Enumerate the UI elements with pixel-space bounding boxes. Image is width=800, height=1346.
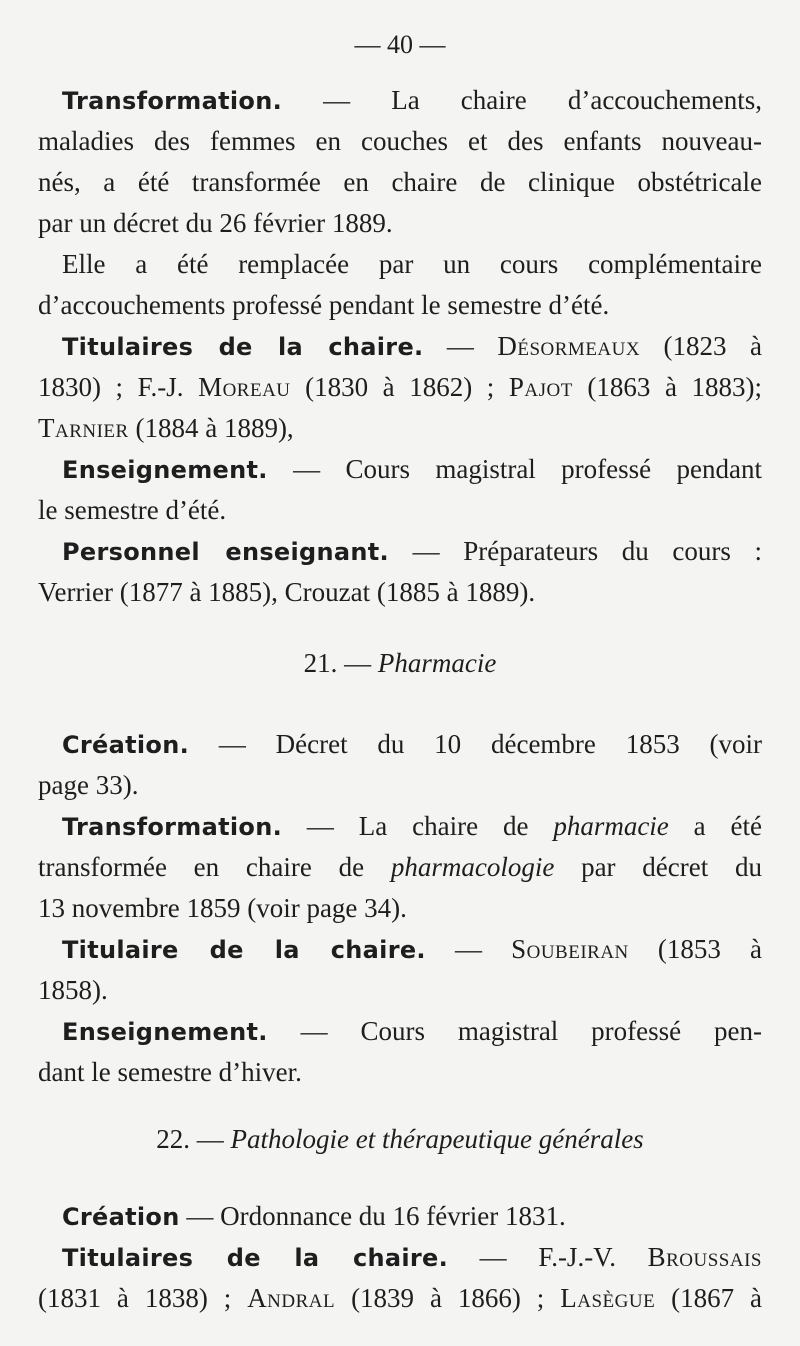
text-line: nés, a été transformée en chaire de clinique obstétricale <box>38 167 762 197</box>
text-line: le semestre d’été. <box>38 495 227 525</box>
text-line: Création. — Décret du 10 décembre 1853 (voir <box>62 729 762 759</box>
person-name: Pajot <box>508 372 573 402</box>
text-line: Titulaires de la chaire. — F.-J.-V. Broussais <box>62 1242 762 1272</box>
heading-creation: Création. <box>62 731 190 759</box>
section-heading-21: 21. — Pharmacie <box>303 648 497 678</box>
section-title: Pathologie et thérapeutique générales <box>230 1124 644 1154</box>
text-line: Transformation. — La chaire de pharmacie a été <box>62 811 763 841</box>
person-name: Broussais <box>647 1242 762 1272</box>
section-title: Pharmacie <box>377 648 497 678</box>
person-name: Tarnier <box>38 413 129 443</box>
text-line: (1831 à 1838) ; Andral (1839 à 1866) ; Lasègue (1867 à <box>38 1283 763 1313</box>
page-number: — 40 — <box>354 30 446 59</box>
text-line: Verrier (1877 à 1885), Crouzat (1885 à 1889). <box>38 577 536 607</box>
text-line: 1830) ; F.-J. Moreau (1830 à 1862) ; Pajot (1863 à 1883); <box>38 372 762 402</box>
text-line: d’accouchements professé pendant le semestre d’été. <box>38 290 610 320</box>
text-line: page 33). <box>38 770 139 800</box>
person-name: Andral <box>247 1283 336 1313</box>
person-name: Soubeiran <box>511 934 629 964</box>
text-line: Titulaires de la chaire. — Désormeaux (1823 à <box>62 331 762 361</box>
heading-enseignement: Enseignement. <box>62 456 268 484</box>
heading-transformation: Transformation. <box>62 87 282 115</box>
heading-transformation: Transformation. <box>62 813 282 841</box>
text-line: Titulaire de la chaire. — Soubeiran (1853 à <box>62 934 762 964</box>
heading-creation: Création <box>62 1203 180 1231</box>
text-line: 1858). <box>38 975 108 1005</box>
person-name: Désormeaux <box>497 331 641 361</box>
text-line: par un décret du 26 février 1889. <box>38 208 393 238</box>
person-name: Lasègue <box>560 1283 656 1313</box>
text-line: 13 novembre 1859 (voir page 34). <box>38 893 407 923</box>
text-line: Tarnier (1884 à 1889), <box>38 413 294 443</box>
heading-titulaires: Titulaires de la chaire. <box>62 1244 449 1272</box>
heading-titulaire: Titulaire de la chaire. <box>62 936 426 964</box>
text-line: Enseignement. — Cours magistral professé pendant <box>62 454 762 484</box>
section-heading-22: 22. — Pathologie et thérapeutique générales <box>156 1124 644 1154</box>
heading-personnel: Personnel enseignant. <box>62 538 389 566</box>
text-line: Personnel enseignant. — Préparateurs du cours : <box>62 536 762 566</box>
person-name: Moreau <box>198 372 291 402</box>
text-line: Création — Ordonnance du 16 février 1831. <box>62 1201 566 1231</box>
text-line: transformée en chaire de pharmacologie par décret du <box>38 852 762 882</box>
text-line: Elle a été remplacée par un cours complémentaire <box>62 249 762 279</box>
text-line: Transformation. — La chaire d’accouchements, <box>62 85 762 115</box>
text-line: Enseignement. — Cours magistral professé pen- <box>62 1016 762 1046</box>
heading-titulaires: Titulaires de la chaire. <box>62 333 424 361</box>
text-line: dant le semestre d’hiver. <box>38 1057 302 1087</box>
heading-enseignement: Enseignement. <box>62 1018 268 1046</box>
text-line: maladies des femmes en couches et des enfants nouveau- <box>38 126 762 156</box>
